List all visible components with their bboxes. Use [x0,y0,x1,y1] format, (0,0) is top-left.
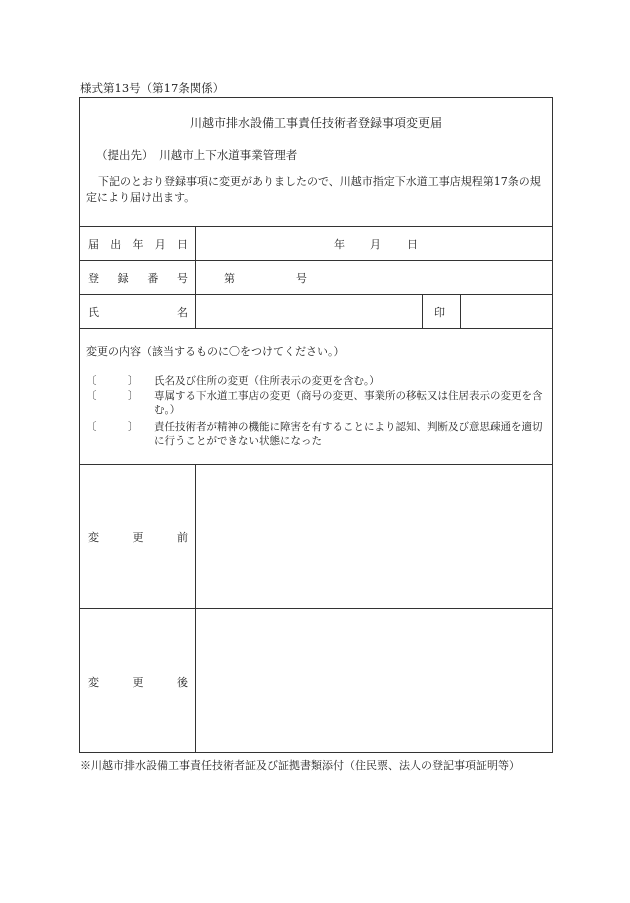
registration-label: 登 録 番 号 [88,272,188,285]
before-label: 変 更 前 [88,531,188,544]
date-year: 年 [334,238,345,251]
rule-seal-left [422,294,423,328]
rule-seal-right [460,294,461,328]
form-number: 様式第13号（第17条関係） [80,81,225,95]
recipient: （提出先） 川越市上下水道事業管理者 [96,148,298,162]
rule-change-top [80,328,552,329]
rule-before-top [80,464,552,465]
change-option [86,420,543,447]
option-bracket: 〔 〕 [86,390,139,402]
option-text: 氏名及び住所の変更（住所表示の変更を含む。） [154,375,380,387]
rule-date-top [80,226,552,227]
footnote: ※川越市排水設備工事責任技術者証及び証拠書類添付（住民票、法人の登記事項証明等） [80,759,520,772]
change-option [86,389,543,416]
rule-change-divider [195,464,196,752]
change-heading: 変更の内容（該当するものに〇をつけてください。） [86,345,345,358]
rule-reg-top [80,260,552,261]
name-label: 氏 名 [88,306,188,319]
form-frame [79,97,553,753]
intro-text: 下記のとおり登録事項に変更がありましたので、川越市指定下水道工事店規程第17条の規定により届け出ます。 [86,175,541,204]
option-text: 専属する下水道工事店の変更（商号の変更、事業所の移転又は住居表示の変更を含む。） [154,390,543,416]
registration-prefix: 第 [224,272,235,285]
after-label: 変 更 後 [88,676,188,689]
registration-suffix: 号 [296,272,307,285]
date-day: 日 [407,238,418,251]
date-month: 月 [370,238,381,251]
change-option [86,374,380,388]
option-bracket: 〔 〕 [86,375,139,387]
rule-after-top [80,608,552,609]
option-text: 責任技術者が精神の機能に障害を有することにより認知、判断及び意思疎通を適切に行うことができない状態になった [154,421,543,447]
form-title: 川越市排水設備工事責任技術者登録事項変更届 [189,116,442,130]
date-label: 届 出 年 月 日 [88,238,188,251]
rule-name-top [80,294,552,295]
rule-label-divider [195,226,196,328]
seal-label: 印 [434,306,445,319]
option-bracket: 〔 〕 [86,421,139,433]
